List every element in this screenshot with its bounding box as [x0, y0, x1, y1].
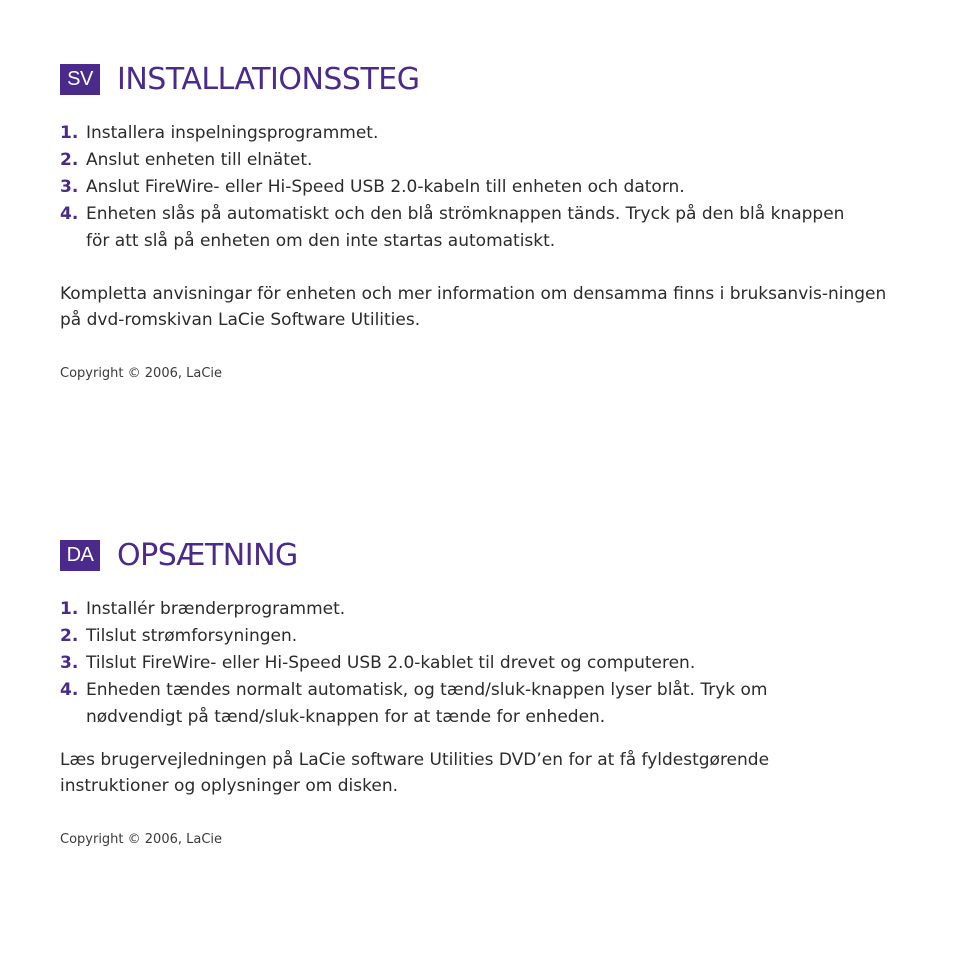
step-text: Tilslut strømforsyningen. — [86, 626, 298, 646]
step-text: Installér brænderprogrammet. — [86, 599, 346, 619]
info-paragraph: Læs brugervejledningen på LaCie software Utilities DVD’en for at få fyldestgørende instruktioner og oplysninger om disken. — [60, 750, 770, 796]
step-text: Installera inspelningsprogrammet. — [86, 123, 379, 143]
step-number: 4. — [60, 680, 79, 700]
steps-list — [60, 596, 910, 731]
step-text: Enheden tændes normalt automatisk, og tænd/sluk-knappen lyser blåt. Tryk om nødvendigt på tænd/sluk-knappen for at tænde for enheden. — [86, 680, 768, 727]
step-number: 1. — [60, 123, 79, 143]
section-title: INSTALLATIONSSTEG — [117, 62, 420, 97]
step-item — [60, 677, 861, 731]
step-item — [60, 120, 910, 147]
section-header — [60, 538, 910, 574]
step-number: 2. — [60, 626, 79, 646]
step-item — [60, 596, 910, 623]
step-text: Enheten slås på automatiskt och den blå strömknappen tänds. Tryck på den blå knappen för att slå på enheten om den inte startas automatiskt. — [86, 204, 845, 251]
step-number: 4. — [60, 204, 79, 224]
step-item — [60, 174, 910, 201]
language-badge: SV — [60, 64, 100, 95]
section-title: OPSÆTNING — [117, 538, 298, 573]
step-number: 2. — [60, 150, 79, 170]
copyright-text: Copyright © 2006, LaCie — [60, 832, 223, 847]
language-badge: DA — [60, 540, 100, 571]
step-item — [60, 201, 861, 255]
step-number: 3. — [60, 177, 79, 197]
step-item — [60, 147, 910, 174]
copyright-text: Copyright © 2006, LaCie — [60, 366, 223, 381]
step-text: Anslut FireWire- eller Hi-Speed USB 2.0-kabeln till enheten och datorn. — [86, 177, 685, 197]
step-number: 1. — [60, 599, 79, 619]
step-text: Tilslut FireWire- eller Hi-Speed USB 2.0-kablet til drevet og computeren. — [86, 653, 696, 673]
steps-list — [60, 120, 910, 255]
step-text: Anslut enheten till elnätet. — [86, 150, 313, 170]
step-number: 3. — [60, 653, 79, 673]
step-item — [60, 623, 910, 650]
info-paragraph: Kompletta anvisningar för enheten och mer information om densamma finns i bruksanvis-ningen på dvd-romskivan LaCie Software Utilities. — [60, 284, 887, 330]
step-item — [60, 650, 910, 677]
section-header — [60, 62, 910, 98]
